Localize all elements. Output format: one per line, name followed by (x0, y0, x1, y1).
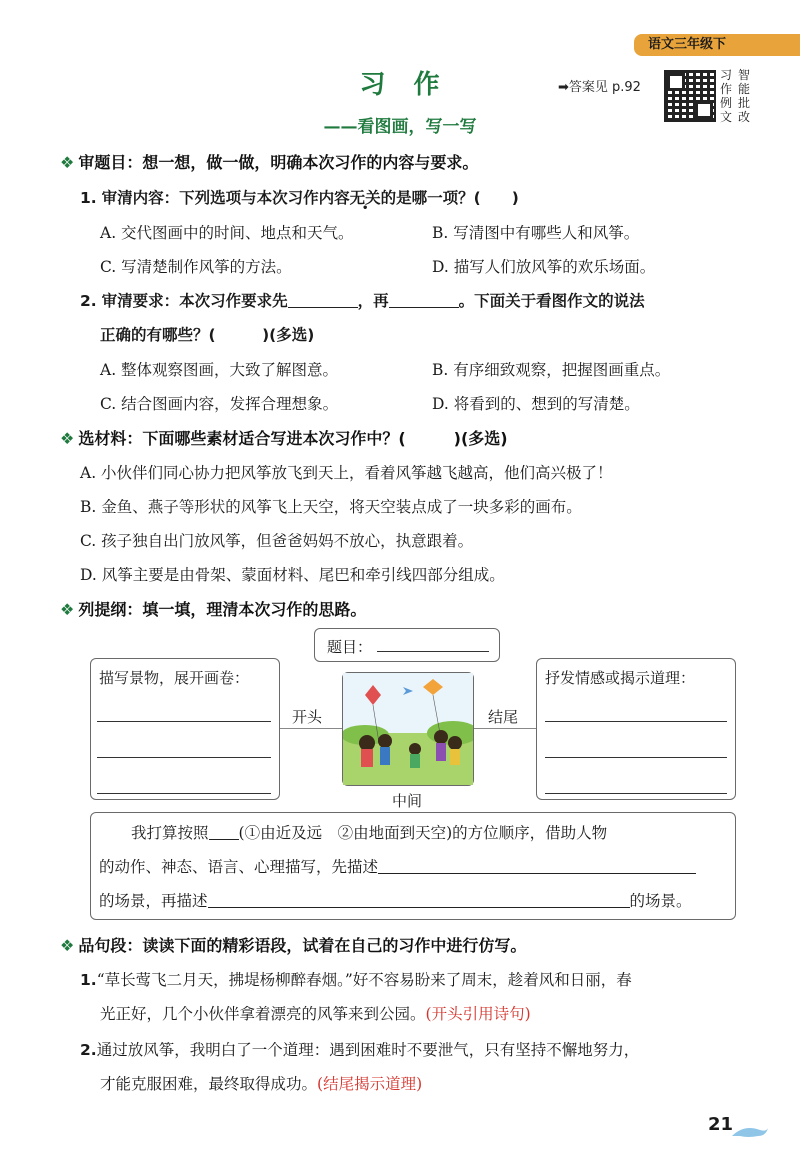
excerpt-tag: (开头引用诗句) (425, 1005, 531, 1023)
material-c: C. 孩子独自出门放风筝，但爸爸妈妈不放心，执意跟着。 (80, 532, 474, 550)
excerpt-1-line-1 (80, 968, 632, 990)
diamond-icon: ❖ (60, 936, 75, 955)
middle-paragraph-box (90, 812, 736, 920)
option-a: A. 整体观察图画，大致了解图意。 (100, 361, 339, 379)
paragraph-text: 的动作、神态、语言、心理描写，先描述 (99, 858, 379, 876)
emphasis-word (350, 189, 381, 207)
label-end: 结尾 (488, 708, 519, 726)
qr-char: 习 (720, 68, 733, 82)
paragraph-line-2 (99, 855, 696, 877)
section-select-material (60, 426, 508, 449)
paragraph-text: 我打算按照 (131, 824, 209, 842)
material-d: D. 风筝主要是由骨架、蒙面材料、尾巴和牵引线四部分组成。 (80, 566, 505, 584)
question-stem: 审清内容：下列选项与本次习作内容 (101, 189, 350, 207)
opening-box (90, 658, 280, 800)
section-heading: 列提纲：填一填，理清本次习作的思路。 (78, 600, 367, 619)
qr-char: 批 (738, 96, 751, 110)
option-a: A. 交代图画中的时间、地点和天气。 (100, 224, 354, 242)
paragraph-line-1 (131, 821, 607, 843)
opening-label: 描写景物，展开画卷： (99, 669, 250, 687)
connector-line (474, 728, 536, 729)
ending-blank-line[interactable] (545, 793, 727, 794)
ending-blank-line[interactable] (545, 757, 727, 758)
qr-char: 智 (738, 68, 751, 82)
qr-code-icon[interactable] (664, 70, 716, 122)
excerpt-text: 光正好，几个小伙伴拿着漂亮的风筝来到公园。 (100, 1005, 426, 1023)
title-label: 题目： (327, 638, 373, 656)
qr-char: 能 (738, 82, 751, 96)
question-stem: 审清要求：本次习作要求先 (101, 292, 288, 310)
emphasized-text: 无关 (349, 189, 381, 207)
opening-blank-line[interactable] (97, 721, 271, 722)
dolphin-icon (730, 1122, 770, 1142)
diamond-icon: ❖ (60, 600, 75, 619)
paragraph-text: (①由近及远 ②由地面到天空)的方位顺序，借助人物 (238, 824, 608, 842)
excerpt-2-line-1 (80, 1038, 639, 1060)
scene-blank[interactable] (208, 893, 630, 908)
excerpt-number: 2. (80, 1041, 97, 1059)
diamond-icon: ❖ (60, 429, 75, 448)
ending-label: 抒发情感或揭示道理： (545, 669, 696, 687)
section-heading: 选材料：下面哪些素材适合写进本次习作中？( )(多选) (78, 429, 508, 448)
question-2-cont: 正确的有哪些？( )(多选) (100, 326, 315, 344)
excerpt-tag: (结尾揭示道理) (317, 1075, 423, 1093)
opening-blank-line[interactable] (97, 757, 271, 758)
option-c: C. 写清楚制作风筝的方法。 (100, 258, 292, 276)
excerpt-number: 1. (80, 971, 97, 989)
paragraph-text: 的场景，再描述 (99, 892, 208, 910)
qr-char: 文 (720, 110, 733, 124)
kite-scene-icon (343, 673, 473, 785)
excerpt-text: 才能克服困难，最终取得成功。 (100, 1075, 318, 1093)
material-a: A. 小伙伴们同心协力把风筝放飞到天上，看着风筝越飞越高，他们高兴极了！ (80, 464, 613, 482)
qr-label (720, 68, 760, 124)
page-number: 21 (708, 1114, 734, 1135)
order-blank[interactable] (209, 825, 239, 840)
qr-char: 作 (720, 82, 733, 96)
question-stem-end: 的是哪一项？( ) (380, 189, 519, 207)
scene-blank[interactable] (378, 859, 696, 874)
qr-char: 例 (720, 96, 733, 110)
option-b: B. 有序细致观察，把握图画重点。 (432, 361, 671, 379)
page-subtitle: ——看图画，写一写 (323, 117, 477, 137)
grade-tab: 语文三年级下 (634, 34, 800, 56)
option-c: C. 结合图画内容，发挥合理想象。 (100, 395, 339, 413)
label-middle: 中间 (392, 792, 423, 810)
label-start: 开头 (292, 708, 323, 726)
title-blank[interactable] (377, 651, 489, 652)
excerpt-text: 通过放风筝，我明白了一个道理：遇到困难时不要泄气，只有坚持不懈地努力， (96, 1041, 640, 1059)
question-stem: ，再 (357, 292, 389, 310)
opening-blank-line[interactable] (97, 793, 271, 794)
option-d: D. 将看到的、想到的写清楚。 (432, 395, 640, 413)
answer-reference: ➡答案见 p.92 (558, 80, 641, 95)
connector-line (280, 728, 342, 729)
ending-blank-line[interactable] (545, 721, 727, 722)
page-title: 习 作 (359, 70, 441, 100)
question-1 (80, 186, 519, 208)
question-2 (80, 289, 645, 311)
material-b: B. 金鱼、燕子等形状的风筝飞上天空，将天空装点成了一块多彩的画布。 (80, 498, 582, 516)
excerpt-2-line-2 (100, 1072, 422, 1094)
diamond-icon: ❖ (60, 153, 75, 172)
question-stem: 。下面关于看图作文的说法 (458, 292, 645, 310)
section-heading: 品句段：读读下面的精彩语段，试着在自己的习作中进行仿写。 (78, 936, 527, 955)
option-d: D. 描写人们放风筝的欢乐场面。 (432, 258, 656, 276)
answer-blank[interactable] (288, 293, 358, 308)
section-outline (60, 597, 366, 620)
option-b: B. 写清图中有哪些人和风筝。 (432, 224, 640, 242)
section-appreciate (60, 933, 526, 956)
excerpt-1-line-2 (100, 1002, 531, 1024)
title-box (314, 628, 500, 662)
answer-blank[interactable] (389, 293, 459, 308)
excerpt-text: “草长莺飞二月天，拂堤杨柳醉春烟。”好不容易盼来了周末，趁着风和日丽，春 (96, 971, 632, 989)
question-number: 1. (80, 189, 97, 207)
question-number: 2. (80, 292, 97, 310)
section-review-topic (60, 150, 478, 173)
ending-box (536, 658, 736, 800)
qr-char: 改 (738, 110, 751, 124)
paragraph-text: 的场景。 (629, 892, 692, 910)
section-heading: 审题目：想一想，做一做，明确本次习作的内容与要求。 (78, 153, 479, 172)
kite-illustration (342, 672, 474, 786)
paragraph-line-3 (99, 889, 692, 911)
